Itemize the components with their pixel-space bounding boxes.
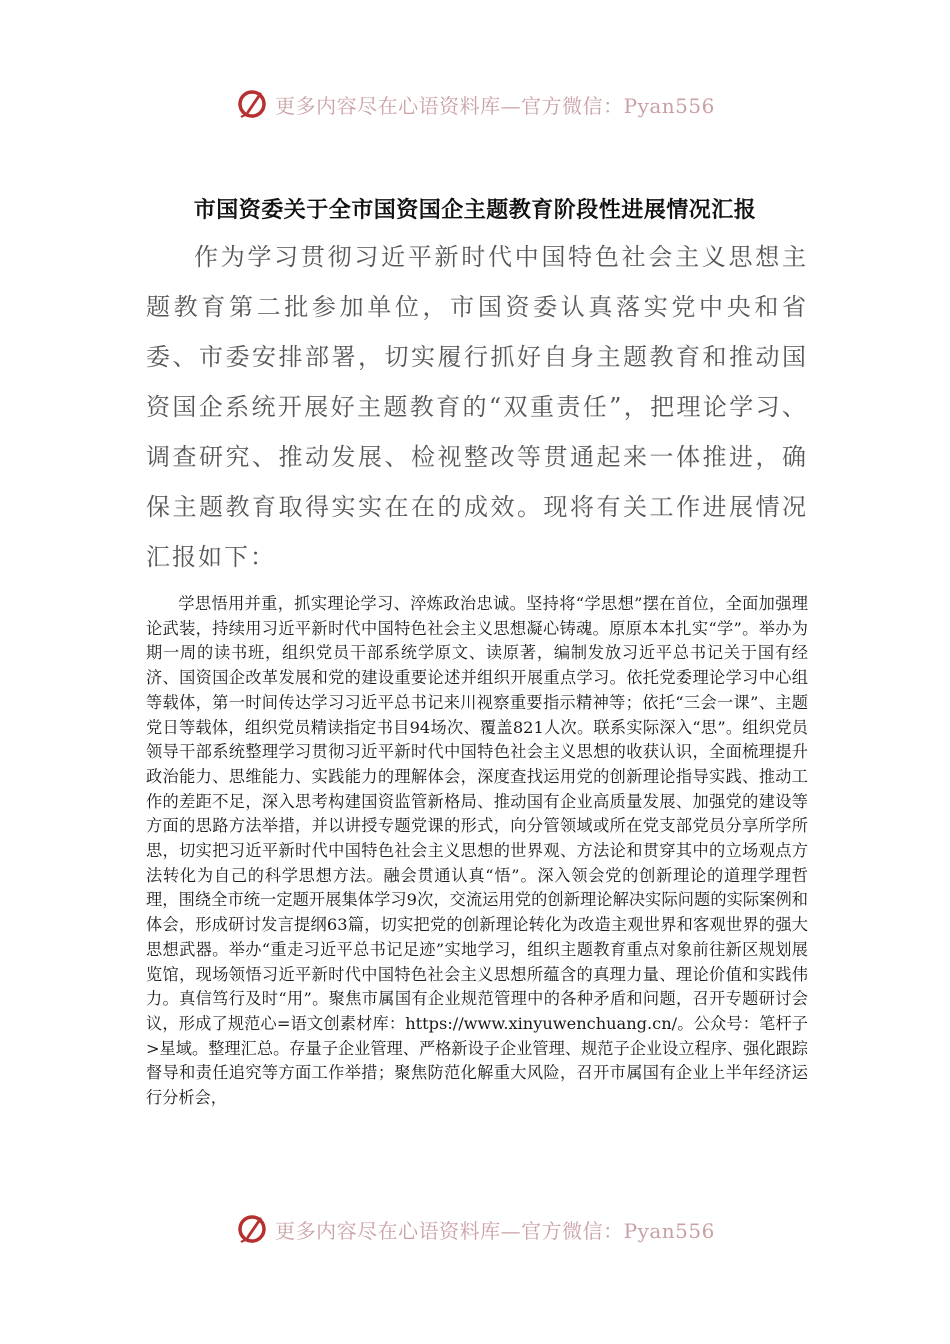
banner-text: 更多内容尽在心语资料库—官方微信：Pyan556 (275, 93, 715, 118)
pen-logo-icon (235, 1212, 269, 1246)
document-title: 市国资委关于全市国资国企主题教育阶段性进展情况汇报 (193, 197, 757, 223)
banner-text: 更多内容尽在心语资料库—官方微信：Pyan556 (275, 1218, 715, 1243)
pen-logo-icon (235, 87, 269, 121)
body-paragraph: 学思悟用并重，抓实理论学习、淬炼政治忠诚。坚持将“学思想”摆在首位，全面加强理论武装，持续用习近平新时代中国特色社会主义思想凝心铸魂。原原本本扎实“学”。举办为期一周的读书班，组织党员干部系统学原文、读原著，编制发放习近平总书记关于国有经济、国资国企改革发展和党的建设重要论述并组织开展重点学习。依托党委理论学习中心组等载体，第一时间传达学习习近平总书记来川视察重要指示精神等；依托“三会一课”、主题党日等载体，组织党员精读指定书目94场次、覆盖821人次。联系实际深入“思”。组织党员领导干部系统整理学习贯彻习近平新时代中国特色社会主义思想的收获认识，全面梳理提升政治能力、思维能力、实践能力的理解体会，深度查找运用党的创新理论指导实践、推动工作的差距不足，深入思考构建国资监管新格局、推动国有企业高质量发展、加强党的建设等方面的思路方法举措，并以讲授专题党课的形式，向分管领域或所在党支部党员分享所学所思，切实把习近平新时代中国特色社会主义思想的世界观、方法论和贯穿其中的立场观点方法转化为自己的科学思想方法。融会贯通认真“悟”。深入领会党的创新理论的道理学理哲理，围绕全市统一定题开展集体学习9次，交流运用党的创新理论解决实际问题的实际案例和体会，形成研讨发言提纲63篇，切实把党的创新理论转化为改造主观世界和客观世界的强大思想武器。举办“重走习近平总书记足迹”实地学习，组织主题教育重点对象前往新区规划展览馆，现场领悟习近平新时代中国特色社会主义思想所蕴含的真理力量、理论价值和实践伟力。真信笃行及时“用”。聚焦市属国有企业规范管理中的各种矛盾和问题，召开专题研讨会议，形成了规范心=语文创素材库：https://www.xinyuwenchuang.cn/。公众号：笔杆子>星域。整理汇总。存量子企业管理、严格新设子企业管理、规范子企业设立程序、强化跟踪督导和责任追究等方面工作举措；聚焦防范化解重大风险，召开市属国有企业上半年经济运行分析会， (146, 594, 808, 1108)
header-banner (0, 84, 950, 124)
footer-banner (0, 1209, 950, 1249)
intro-paragraph: 作为学习贯彻习近平新时代中国特色社会主义思想主题教育第二批参加单位，市国资委认真落实党中央和省委、市委安排部署，切实履行抓好自身主题教育和推动国资国企系统开展好主题教育的“双重责任”，把理论学习、调查研究、推动发展、检视整改等贯通起来一体推进，确保主题教育取得实实在在的成效。现将有关工作进展情况汇报如下： (146, 243, 808, 571)
